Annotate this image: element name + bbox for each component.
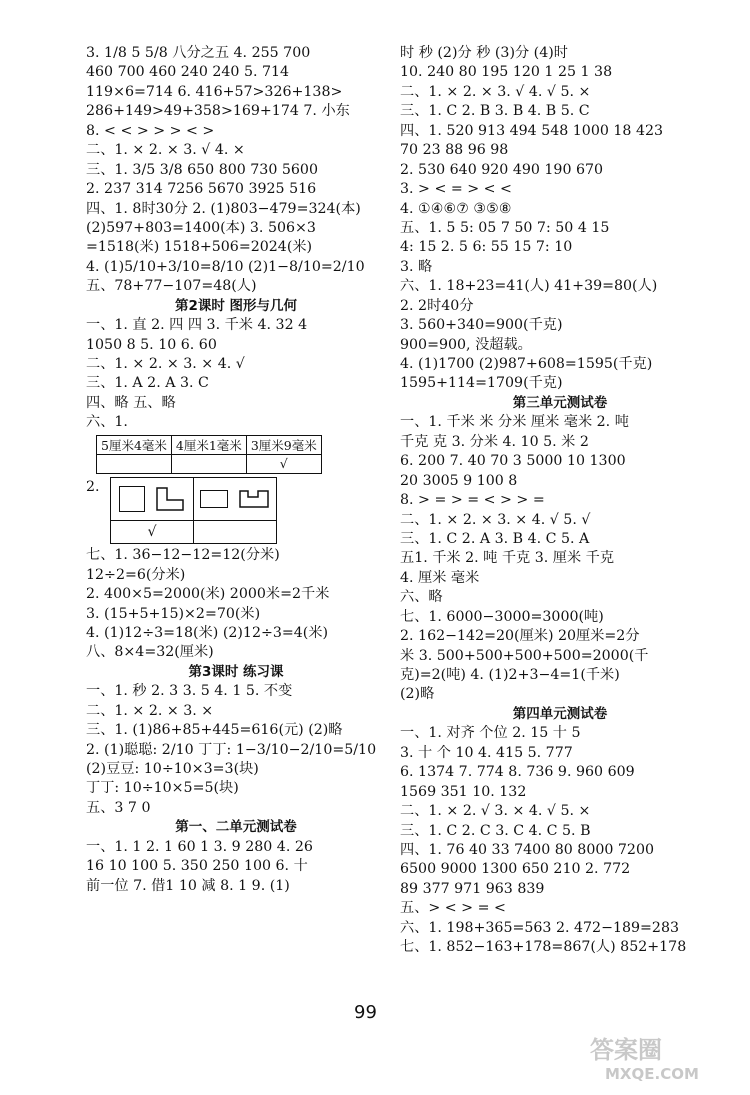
- answer-line: 三、1. A 2. A 3. C: [86, 375, 209, 392]
- answer-line: 三、1. (1)86+85+445=616(元) (2)略: [86, 722, 343, 739]
- answer-line: 8. > = > = < > > =: [400, 492, 545, 509]
- measure-table: [96, 435, 322, 474]
- answer-line: 6. 1374 7. 774 8. 736 9. 960 609: [400, 764, 635, 781]
- answer-line: 二、1. × 2. × 3. ×: [86, 702, 214, 719]
- answer-line: 2. 530 640 920 490 190 670: [400, 161, 604, 178]
- answer-line: 米 3. 500+500+500+500=2000(千: [400, 647, 649, 664]
- section-heading: 第三单元测试卷: [512, 394, 608, 411]
- answer-line: 七、1. 36−12−12=12(分米): [86, 547, 280, 564]
- answer-line: 二、1. × 2. × 3. × 4. √ 5. √: [400, 511, 591, 528]
- answer-line: 时 秒 (2)分 秒 (3)分 (4)时: [400, 45, 568, 61]
- table-mark-cell: [171, 454, 246, 473]
- answer-line: 一、1. 直 2. 四 四 3. 千米 4. 32 4: [86, 317, 308, 334]
- answer-line: 二、1. × 2. √ 3. × 4. √ 5. ×: [400, 803, 591, 820]
- answer-line: 4. (1)1700 (2)987+608=1595(千克): [400, 356, 653, 372]
- answer-line: 六、1.: [86, 414, 128, 431]
- l-shape: [155, 486, 185, 512]
- shape-cell: [111, 478, 194, 521]
- answer-line: 3. 略: [400, 258, 433, 275]
- shape-table: [110, 477, 277, 544]
- answer-line: 4: 15 2. 5 6: 55 15 7: 10: [400, 239, 573, 256]
- answer-line: 3. 十 个 10 4. 415 5. 777: [400, 744, 573, 761]
- answer-line: 二、1. × 2. × 3. √ 4. √ 5. ×: [400, 83, 591, 100]
- answer-line: 4. 厘米 毫米: [400, 569, 480, 586]
- table-header-cell: 4厘米1毫米: [171, 435, 246, 454]
- table-mark-cell: √: [111, 521, 194, 544]
- answer-line: 1050 8 5. 10 6. 60: [86, 336, 217, 353]
- left-column: [86, 44, 386, 896]
- answer-line: 286+149>49+358>169+174 7. 小东: [86, 103, 350, 120]
- answer-line: 五、1. 5 5: 05 7 50 7: 50 4 15: [400, 219, 610, 236]
- answer-line: 三、1. 3/5 3/8 650 800 730 5600: [86, 161, 318, 178]
- answer-line: 五、> < > = <: [400, 900, 506, 917]
- right-column: [400, 44, 720, 958]
- section-heading: 第2课时 图形与几何: [174, 297, 298, 314]
- section-heading: 第3课时 练习课: [188, 663, 284, 680]
- answer-line: 119×6=714 6. 416+57>326+138>: [86, 83, 343, 100]
- answer-line: 四、1. 76 40 33 7400 80 8000 7200: [400, 841, 655, 858]
- answer-line: 4. (1)5/10+3/10=8/10 (2)1−8/10=2/10: [86, 258, 365, 275]
- table-mark-cell: [97, 454, 172, 473]
- answer-line: 六、1. 198+365=563 2. 472−189=283: [400, 919, 680, 936]
- notched-shape: [238, 489, 270, 509]
- answer-line: 460 700 460 240 240 5. 714: [86, 64, 290, 81]
- watermark-text: 答案圈: [590, 1036, 662, 1064]
- rectangle-shape: [200, 490, 228, 508]
- answer-line: 四、1. 8时30分 2. (1)803−479=324(本): [86, 200, 361, 217]
- answer-line: 丁丁: 10÷10×5=5(块): [86, 780, 239, 797]
- shape-cell: [194, 478, 277, 521]
- answer-line: 三、1. C 2. A 3. B 4. C 5. A: [400, 530, 590, 547]
- answer-line: 一、1. 1 2. 1 60 1 3. 9 280 4. 26: [86, 838, 313, 855]
- answer-line: (2)豆豆: 10÷10×3=3(块): [86, 761, 259, 777]
- answer-line: 8. < < > > > < >: [86, 122, 215, 139]
- answer-line: 10. 240 80 195 120 1 25 1 38: [400, 64, 613, 81]
- answer-line: 七、1. 852−163+178=867(人) 852+178: [400, 939, 687, 956]
- answer-line: 1595+114=1709(千克): [400, 375, 563, 392]
- answer-line: 1569 351 10. 132: [400, 783, 527, 800]
- answer-line: 12÷2=6(分米): [86, 566, 186, 583]
- answer-line: 五1. 千米 2. 吨 千克 3. 厘米 千克: [400, 550, 615, 567]
- table-header-cell: 5厘米4毫米: [97, 435, 172, 454]
- answer-line: 四、略 五、略: [86, 394, 176, 411]
- answer-line: 2.: [86, 478, 100, 495]
- answer-line: 六、略: [400, 589, 443, 606]
- answer-line: (2)略: [400, 686, 435, 703]
- answer-line: 六、1. 18+23=41(人) 41+39=80(人): [400, 278, 658, 295]
- answer-line: 三、1. C 2. C 3. C 4. C 5. B: [400, 822, 591, 839]
- answer-line: 前一位 7. 借1 10 减 8. 1 9. (1): [86, 877, 290, 894]
- answer-line: 五、78+77−107=48(人): [86, 278, 257, 295]
- answer-line: 一、1. 千米 米 分米 厘米 毫米 2. 吨: [400, 414, 629, 431]
- answer-line: 七、1. 6000−3000=3000(吨): [400, 608, 604, 625]
- answer-line: 2. 237 314 7256 5670 3925 516: [86, 181, 317, 198]
- answer-line: =1518(米) 1518+506=2024(米): [86, 239, 313, 256]
- table-header-cell: 3厘米9毫米: [246, 435, 321, 454]
- answer-line: 3. (15+5+15)×2=70(米): [86, 605, 261, 622]
- table-mark-cell: √: [246, 454, 321, 473]
- table-mark-cell: [194, 521, 277, 544]
- section-heading: 第一、二单元测试卷: [175, 819, 297, 836]
- answer-line: 2. 2时40分: [400, 297, 474, 314]
- answer-line: 4. ①④⑥⑦ ③⑤⑧: [400, 200, 512, 217]
- answer-line: 2. (1)聪聪: 2/10 丁丁: 1−3/10−2/10=5/10: [86, 741, 377, 758]
- answer-line: (2)597+803=1400(本) 3. 506×3: [86, 219, 316, 236]
- answer-line: 89 377 971 963 839: [400, 880, 545, 897]
- answer-line: 3. 560+340=900(千克): [400, 317, 563, 334]
- answer-line: 一、1. 秒 2. 3 3. 5 4. 1 5. 不变: [86, 683, 293, 700]
- answer-line: 20 3005 9 100 8: [400, 472, 518, 489]
- answer-line: 70 23 88 96 98: [400, 142, 509, 159]
- answer-line: 4. (1)12÷3=18(米) (2)12÷3=4(米): [86, 624, 329, 641]
- answer-line: 千克 克 3. 分米 4. 10 5. 米 2: [400, 433, 589, 450]
- answer-line: 四、1. 520 913 494 548 1000 18 423: [400, 122, 664, 139]
- answer-line: 900=900, 没超载。: [400, 336, 532, 353]
- answer-line: 一、1. 对齐 个位 2. 15 十 5: [400, 725, 581, 742]
- answer-line: 二、1. × 2. × 3. × 4. √: [86, 356, 245, 372]
- answer-line: 2. 162−142=20(厘米) 20厘米=2分: [400, 628, 640, 645]
- answer-line: 二、1. × 2. × 3. √ 4. ×: [86, 142, 245, 159]
- answer-line: 八、8×4=32(厘米): [86, 644, 214, 661]
- answer-line: 克)=2(吨) 4. (1)2+3−4=1(千米): [400, 667, 620, 683]
- answer-line: 三、1. C 2. B 3. B 4. B 5. C: [400, 103, 590, 120]
- answer-line: 6. 200 7. 40 70 3 5000 10 1300: [400, 453, 626, 470]
- watermark-logo: [590, 1030, 699, 1083]
- square-shape: [119, 486, 145, 512]
- answer-line: 五、3 7 0: [86, 799, 151, 816]
- answer-line: 16 10 100 5. 350 250 100 6. 十: [86, 858, 308, 875]
- page-number: 99: [354, 1002, 377, 1023]
- answer-line: 6500 9000 1300 650 210 2. 772: [400, 861, 631, 878]
- watermark-url: MXQE.COM: [605, 1065, 699, 1083]
- answer-line: 3. 1/8 5 5/8 八分之五 4. 255 700: [86, 45, 311, 61]
- section-heading: 第四单元测试卷: [512, 705, 608, 722]
- answer-line: 3. > < = > < <: [400, 181, 512, 198]
- answer-line: 2. 400×5=2000(米) 2000米=2千米: [86, 586, 330, 603]
